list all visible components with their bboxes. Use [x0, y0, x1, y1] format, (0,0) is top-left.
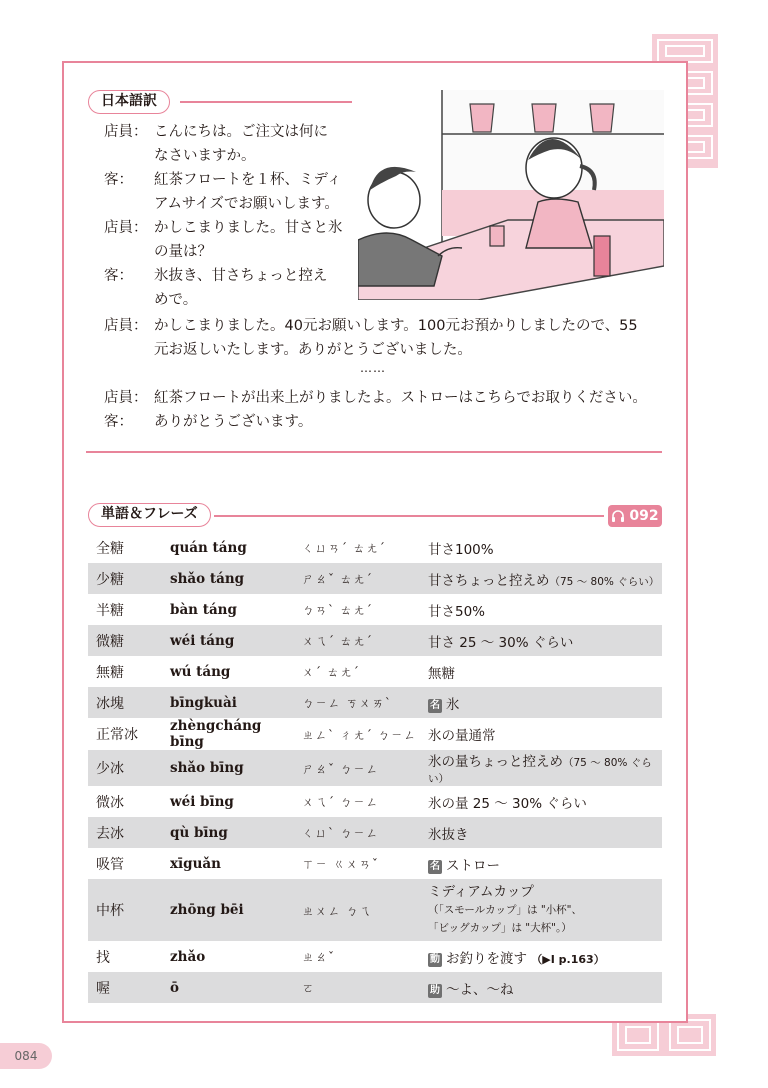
translation-heading: 日本語訳: [88, 90, 170, 114]
vocab-word: 半糖: [96, 602, 124, 619]
ellipsis: ……: [360, 361, 386, 375]
vocab-pinyin: qù bīng: [162, 817, 294, 848]
cross-reference-link[interactable]: （▶Ⅰ p.163）: [531, 952, 605, 966]
vocab-table: [88, 532, 662, 1003]
speaker-label: 客：: [104, 414, 133, 430]
vocab-row: [88, 687, 662, 718]
meaning-text: ミディアムカップ: [428, 883, 534, 900]
heading-rule: [214, 515, 604, 517]
vocab-row: [88, 656, 662, 687]
vocab-meaning: 甘さ100%: [428, 541, 494, 558]
vocab-pinyin: shǎo bīng: [162, 750, 294, 786]
vocab-zhuyin: ㄅㄢˋ ㄊㄤˊ: [302, 603, 373, 617]
dialogue-line: [104, 120, 354, 168]
vocab-pinyin: shǎo táng: [162, 563, 294, 594]
vocab-zhuyin: ㄅㄧㄥ ㄎㄨㄞˋ: [294, 687, 420, 718]
dialogue-text-line: なさいますか。: [154, 148, 256, 164]
vocab-word: 無糖: [96, 664, 124, 681]
dialogue-text-line: かしこまりました。40元お願いします。100元お預かりしましたので、55: [154, 318, 638, 334]
vocab-row: [88, 786, 662, 817]
dialogue-text: [154, 264, 327, 312]
part-of-speech-tag: 動: [430, 953, 440, 965]
dialogue-line: [104, 410, 664, 434]
vocab-zhuyin: ㄓㄠˇ: [302, 950, 336, 964]
dialogue-line: [104, 168, 354, 216]
meaning-note: （「スモールカップ」は "小杯"、: [428, 903, 583, 916]
dialogue-text-line: 元お返しいたします。ありがとうございました。: [154, 342, 472, 358]
vocab-pinyin: zhèngcháng bīng: [170, 718, 262, 750]
speaker-label: 店員：: [104, 220, 148, 236]
vocab-zhuyin: ㄕㄠˇ ㄅㄧㄥ: [294, 750, 420, 786]
vocab-row: [88, 532, 662, 563]
vocab-meaning: 氷の量通常: [428, 728, 496, 744]
vocab-zhuyin: ㄓㄨㄥ ㄅㄟ: [294, 879, 420, 941]
dialogue-text: 紅茶フロートが出来上がりましたよ。ストローはこちらでお取りください。: [154, 390, 647, 406]
vocab-meaning: [420, 879, 662, 941]
meaning-text: 氷の量ちょっと控えめ: [428, 754, 563, 770]
dialogue-line: [104, 386, 664, 410]
dialogue-line: [104, 264, 354, 312]
vocab-row: [88, 817, 662, 848]
vocab-meaning: [420, 972, 662, 1003]
vocab-pinyin: bīngkuài: [162, 687, 294, 718]
vocab-meaning: 無糖: [428, 665, 455, 682]
vocab-zhuyin: ㄑㄩㄢˊ ㄊㄤˊ: [302, 541, 386, 555]
dialogue-text-line: 氷抜き、甘さちょっと控え: [154, 268, 328, 284]
meaning-text: ～よ、～ね: [446, 981, 514, 998]
vocab-meaning: 氷抜き: [420, 817, 662, 848]
heading-rule: [180, 101, 352, 103]
meaning-note: （75 ～ 80% ぐらい）: [549, 575, 660, 588]
vocab-meaning: [420, 563, 662, 594]
vocab-row: [88, 848, 662, 879]
dialogue-line: [104, 314, 664, 362]
vocab-word: 微糖: [88, 625, 162, 656]
speaker-label: 客：: [104, 268, 133, 284]
vocab-pinyin: wéi bīng: [170, 793, 234, 810]
vocab-row: [88, 594, 662, 625]
dialogue-text-line: の量は？: [154, 244, 212, 260]
vocab-meaning: 氷の量 25 ～ 30% ぐらい: [428, 795, 587, 812]
headphones-icon: [611, 509, 625, 523]
vocab-row: [88, 563, 662, 594]
vocab-word: 喔: [88, 972, 162, 1003]
vocab-word: 全糖: [96, 540, 124, 557]
vocab-row: [88, 718, 662, 750]
vocab-pinyin: xīguǎn: [170, 855, 221, 872]
meaning-text: ストロー: [446, 857, 500, 874]
vocab-pinyin: zhǎo: [170, 948, 206, 965]
vocab-zhuyin: ㄒㄧ ㄍㄨㄢˇ: [302, 857, 379, 871]
vocab-zhuyin: ㄛ: [294, 972, 420, 1003]
meaning-text: お釣りを渡す: [446, 950, 527, 967]
track-number: 092: [629, 508, 659, 524]
dialogue-line: [104, 216, 354, 264]
vocab-row: [88, 879, 662, 941]
vocab-word: 少糖: [88, 563, 162, 594]
vocab-zhuyin: ㄨㄟˊ ㄊㄤˊ: [294, 625, 420, 656]
part-of-speech-tag: 名: [430, 699, 440, 711]
meaning-note: （75 ～ 80% ぐらい）: [428, 757, 652, 785]
meaning-text: 甘さちょっと控えめ: [428, 572, 550, 589]
part-of-speech-tag: 助: [430, 984, 440, 996]
vocab-row: [88, 750, 662, 786]
vocab-word: 冰塊: [88, 687, 162, 718]
page-number: 084: [0, 1043, 52, 1069]
vocab-zhuyin: ㄨㄟˊ ㄅㄧㄥ: [302, 795, 379, 809]
dialogue-text: [154, 120, 328, 168]
vocab-word: 去冰: [88, 817, 162, 848]
vocab-meaning: [420, 687, 662, 718]
speaker-label: 店員：: [104, 390, 148, 406]
part-of-speech-tag: 名: [430, 860, 440, 872]
vocab-meaning: 甘さ50%: [428, 603, 486, 620]
vocab-zhuyin: ㄨˊ ㄊㄤˊ: [302, 665, 360, 679]
meaning-note: 「ビッグカップ」は "大杯"。）: [428, 921, 572, 934]
vocab-word: 正常冰: [96, 727, 138, 743]
dialogue-text-line: こんにちは。ご注文は何に: [154, 124, 328, 140]
vocab-zhuyin: ㄓㄥˋ ㄔㄤˊ ㄅㄧㄥ: [302, 727, 417, 742]
vocab-row: [88, 941, 662, 972]
vocab-pinyin: wéi táng: [162, 625, 294, 656]
speaker-label: 店員：: [104, 318, 148, 334]
dialogue-text: [154, 314, 638, 362]
vocab-pinyin: zhōng bēi: [162, 879, 294, 941]
dialogue-text-line: かしこまりました。甘さと氷: [154, 220, 343, 236]
vocab-pinyin: wú táng: [170, 663, 231, 680]
vocab-word: 找: [96, 949, 110, 966]
speaker-label: 客：: [104, 172, 133, 188]
vocab-word: 中杯: [88, 879, 162, 941]
vocab-word: 少冰: [88, 750, 162, 786]
vocab-zhuyin: ㄑㄩˋ ㄅㄧㄥ: [294, 817, 420, 848]
cafe-counter-illustration: [358, 90, 664, 300]
dialogue-text-line: 紅茶フロートを１杯、ミディ: [154, 172, 342, 188]
speaker-label: 店員：: [104, 124, 148, 140]
vocab-meaning: 甘さ 25 ～ 30% ぐらい: [420, 625, 662, 656]
vocab-row: [88, 972, 662, 1003]
dialogue-text-line: アムサイズでお願いします。: [154, 196, 339, 212]
meaning-text: 氷: [446, 696, 460, 713]
vocab-meaning: [420, 750, 662, 786]
vocab-heading: 単語＆フレーズ: [88, 503, 211, 527]
vocab-row: [88, 625, 662, 656]
dialogue-text: [154, 168, 341, 216]
vocab-pinyin: ō: [162, 972, 294, 1003]
dialogue-text: [154, 216, 343, 264]
audio-track-badge[interactable]: [608, 505, 662, 527]
dialogue-text: ありがとうございます。: [154, 414, 313, 430]
vocab-meaning: [420, 941, 662, 972]
vocab-pinyin: quán táng: [170, 539, 247, 556]
vocab-meaning: [420, 848, 662, 879]
vocab-word: 吸管: [96, 856, 124, 873]
vocab-zhuyin: ㄕㄠˇ ㄊㄤˊ: [294, 563, 420, 594]
section-divider: [86, 451, 662, 453]
vocab-pinyin: bàn táng: [170, 601, 237, 618]
vocab-word: 微冰: [96, 794, 124, 811]
dialogue-text-line: めで。: [154, 292, 198, 308]
